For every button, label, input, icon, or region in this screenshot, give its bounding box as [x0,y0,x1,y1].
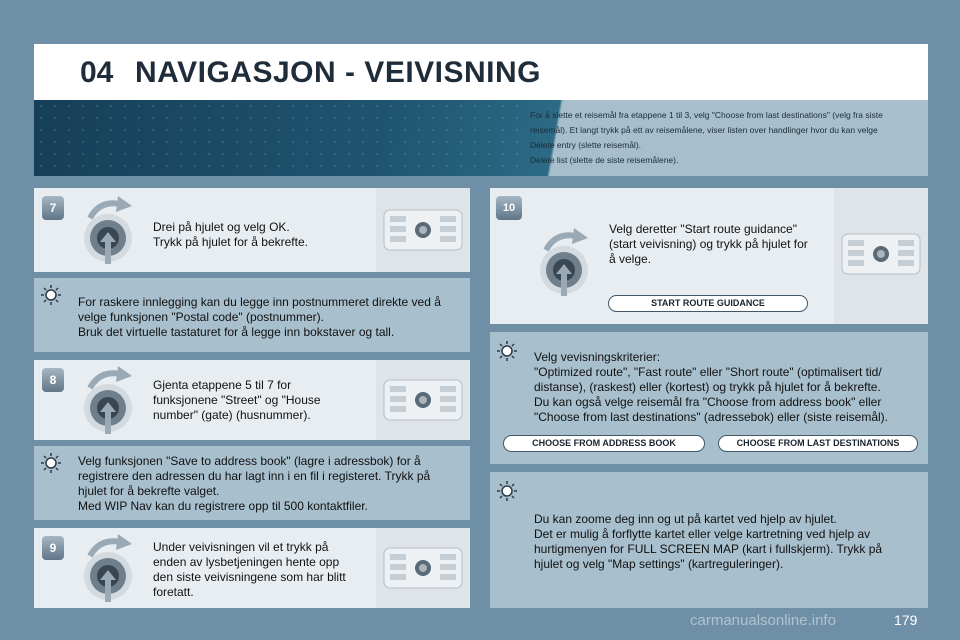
info-sun-icon [40,284,62,306]
radio-unit-icon [376,528,470,608]
text-line: foretatt. [153,585,194,599]
text-line: Det er mulig å forflytte kartet eller velge kartretning ved hjelp av [534,527,871,541]
info-sun-icon [40,452,62,474]
tip-postal-text [78,295,441,340]
text-line: Under veivisningen vil et trykk på [153,540,329,554]
tip-address-book-text [78,454,430,514]
text-line: Velg vevisningskriterier: [534,350,661,364]
step-10-text [609,222,808,267]
top-note-line: Delete list (slette de siste reisemålene). [530,155,679,165]
step-9-text [153,540,346,600]
text-line: Trykk på hjulet for å bekrefte. [153,235,308,249]
page-number: 179 [894,612,918,628]
radio-unit-icon [834,188,928,324]
text-line: Du kan zoome deg inn og ut på kartet ved hjelp av hjulet. [534,512,837,526]
step-badge: 10 [496,196,522,220]
step-7-text [153,220,308,250]
text-line: Velg funksjonen "Save to address book" (lagre i adressbok) for å [78,454,421,468]
text-line: å velge. [609,252,652,266]
step-badge: 7 [42,196,64,220]
tip-route-criteria-text [534,350,888,425]
rotary-knob-icon [78,192,138,266]
page-title: NAVIGASJON - VEIVISNING [135,56,542,89]
watermark: carmanualsonline.info [690,612,836,629]
text-line: funksjonene "Street" og "House [153,393,321,407]
text-line: den siste veivisningene som har blitt [153,570,346,584]
choose-from-address-book-button[interactable]: CHOOSE FROM ADDRESS BOOK [503,435,705,452]
text-line: For raskere innlegging kan du legge inn postnummeret direkte ved å [78,295,441,309]
text-line: Med WIP Nav kan du registrere opp til 500 kontaktfiler. [78,499,368,513]
text-line: Gjenta etappene 5 til 7 for [153,378,292,392]
top-note-line: For å slette et reisemål fra etappene 1 til 3, velg "Choose from last destinations" (velg fra siste reisemål). Et langt trykk på ett av reisemålene, viser listen over handlinger hvor du kan velge [530,110,883,135]
info-sun-icon [496,340,518,362]
text-line: Du kan også velge reisemål fra "Choose from address book" eller [534,395,882,409]
choose-from-last-destinations-button[interactable]: CHOOSE FROM LAST DESTINATIONS [718,435,918,452]
text-line: enden av lysbetjeningen hente opp [153,555,340,569]
tip-zoom-map-text [534,512,882,572]
text-line: number" (gate) (husnummer). [153,408,311,422]
map-pattern [34,100,524,176]
text-line: hjulet for å bekrefte valget. [78,484,220,498]
text-line: Velg deretter "Start route guidance" [609,222,797,236]
step-badge: 9 [42,536,64,560]
top-note [530,108,915,168]
text-line: (start veivisning) og trykk på hjulet for [609,237,808,251]
radio-unit-icon [376,360,470,440]
text-line: velge funksjonen "Postal code" (postnummer). [78,310,324,324]
rotary-knob-icon [78,362,138,436]
chapter-number: 04 [80,56,114,89]
text-line: "Optimized route", "Fast route" eller "Short route" (optimalisert tid/ [534,365,882,379]
text-line: Drei på hjulet og velg OK. [153,220,290,234]
rotary-knob-icon [78,530,138,604]
text-line: hurtigmenyen for FULL SCREEN MAP (kart i fullskjerm). Trykk på [534,542,883,556]
top-note-line: Delete entry (slette reisemål). [530,140,642,150]
text-line: registrere den adressen du har lagt inn i en fil i registeret. Trykk på [78,469,431,483]
start-route-guidance-button[interactable]: START ROUTE GUIDANCE [608,295,808,312]
step-badge: 8 [42,368,64,392]
radio-unit-icon [376,188,470,272]
rotary-knob-icon [534,224,594,298]
text-line: hjulet og velg "Map settings" (kartreguleringer). [534,557,784,571]
text-line: distanse), (raskest) eller (kortest) og trykk på hjulet for å bekrefte. [534,380,881,394]
info-sun-icon [496,480,518,502]
text-line: "Choose from last destinations" (adressebok) eller (siste reisemål). [534,410,888,424]
step-8-text [153,378,321,423]
text-line: Bruk det virtuelle tastaturet for å legge inn bokstaver og tall. [78,325,395,339]
